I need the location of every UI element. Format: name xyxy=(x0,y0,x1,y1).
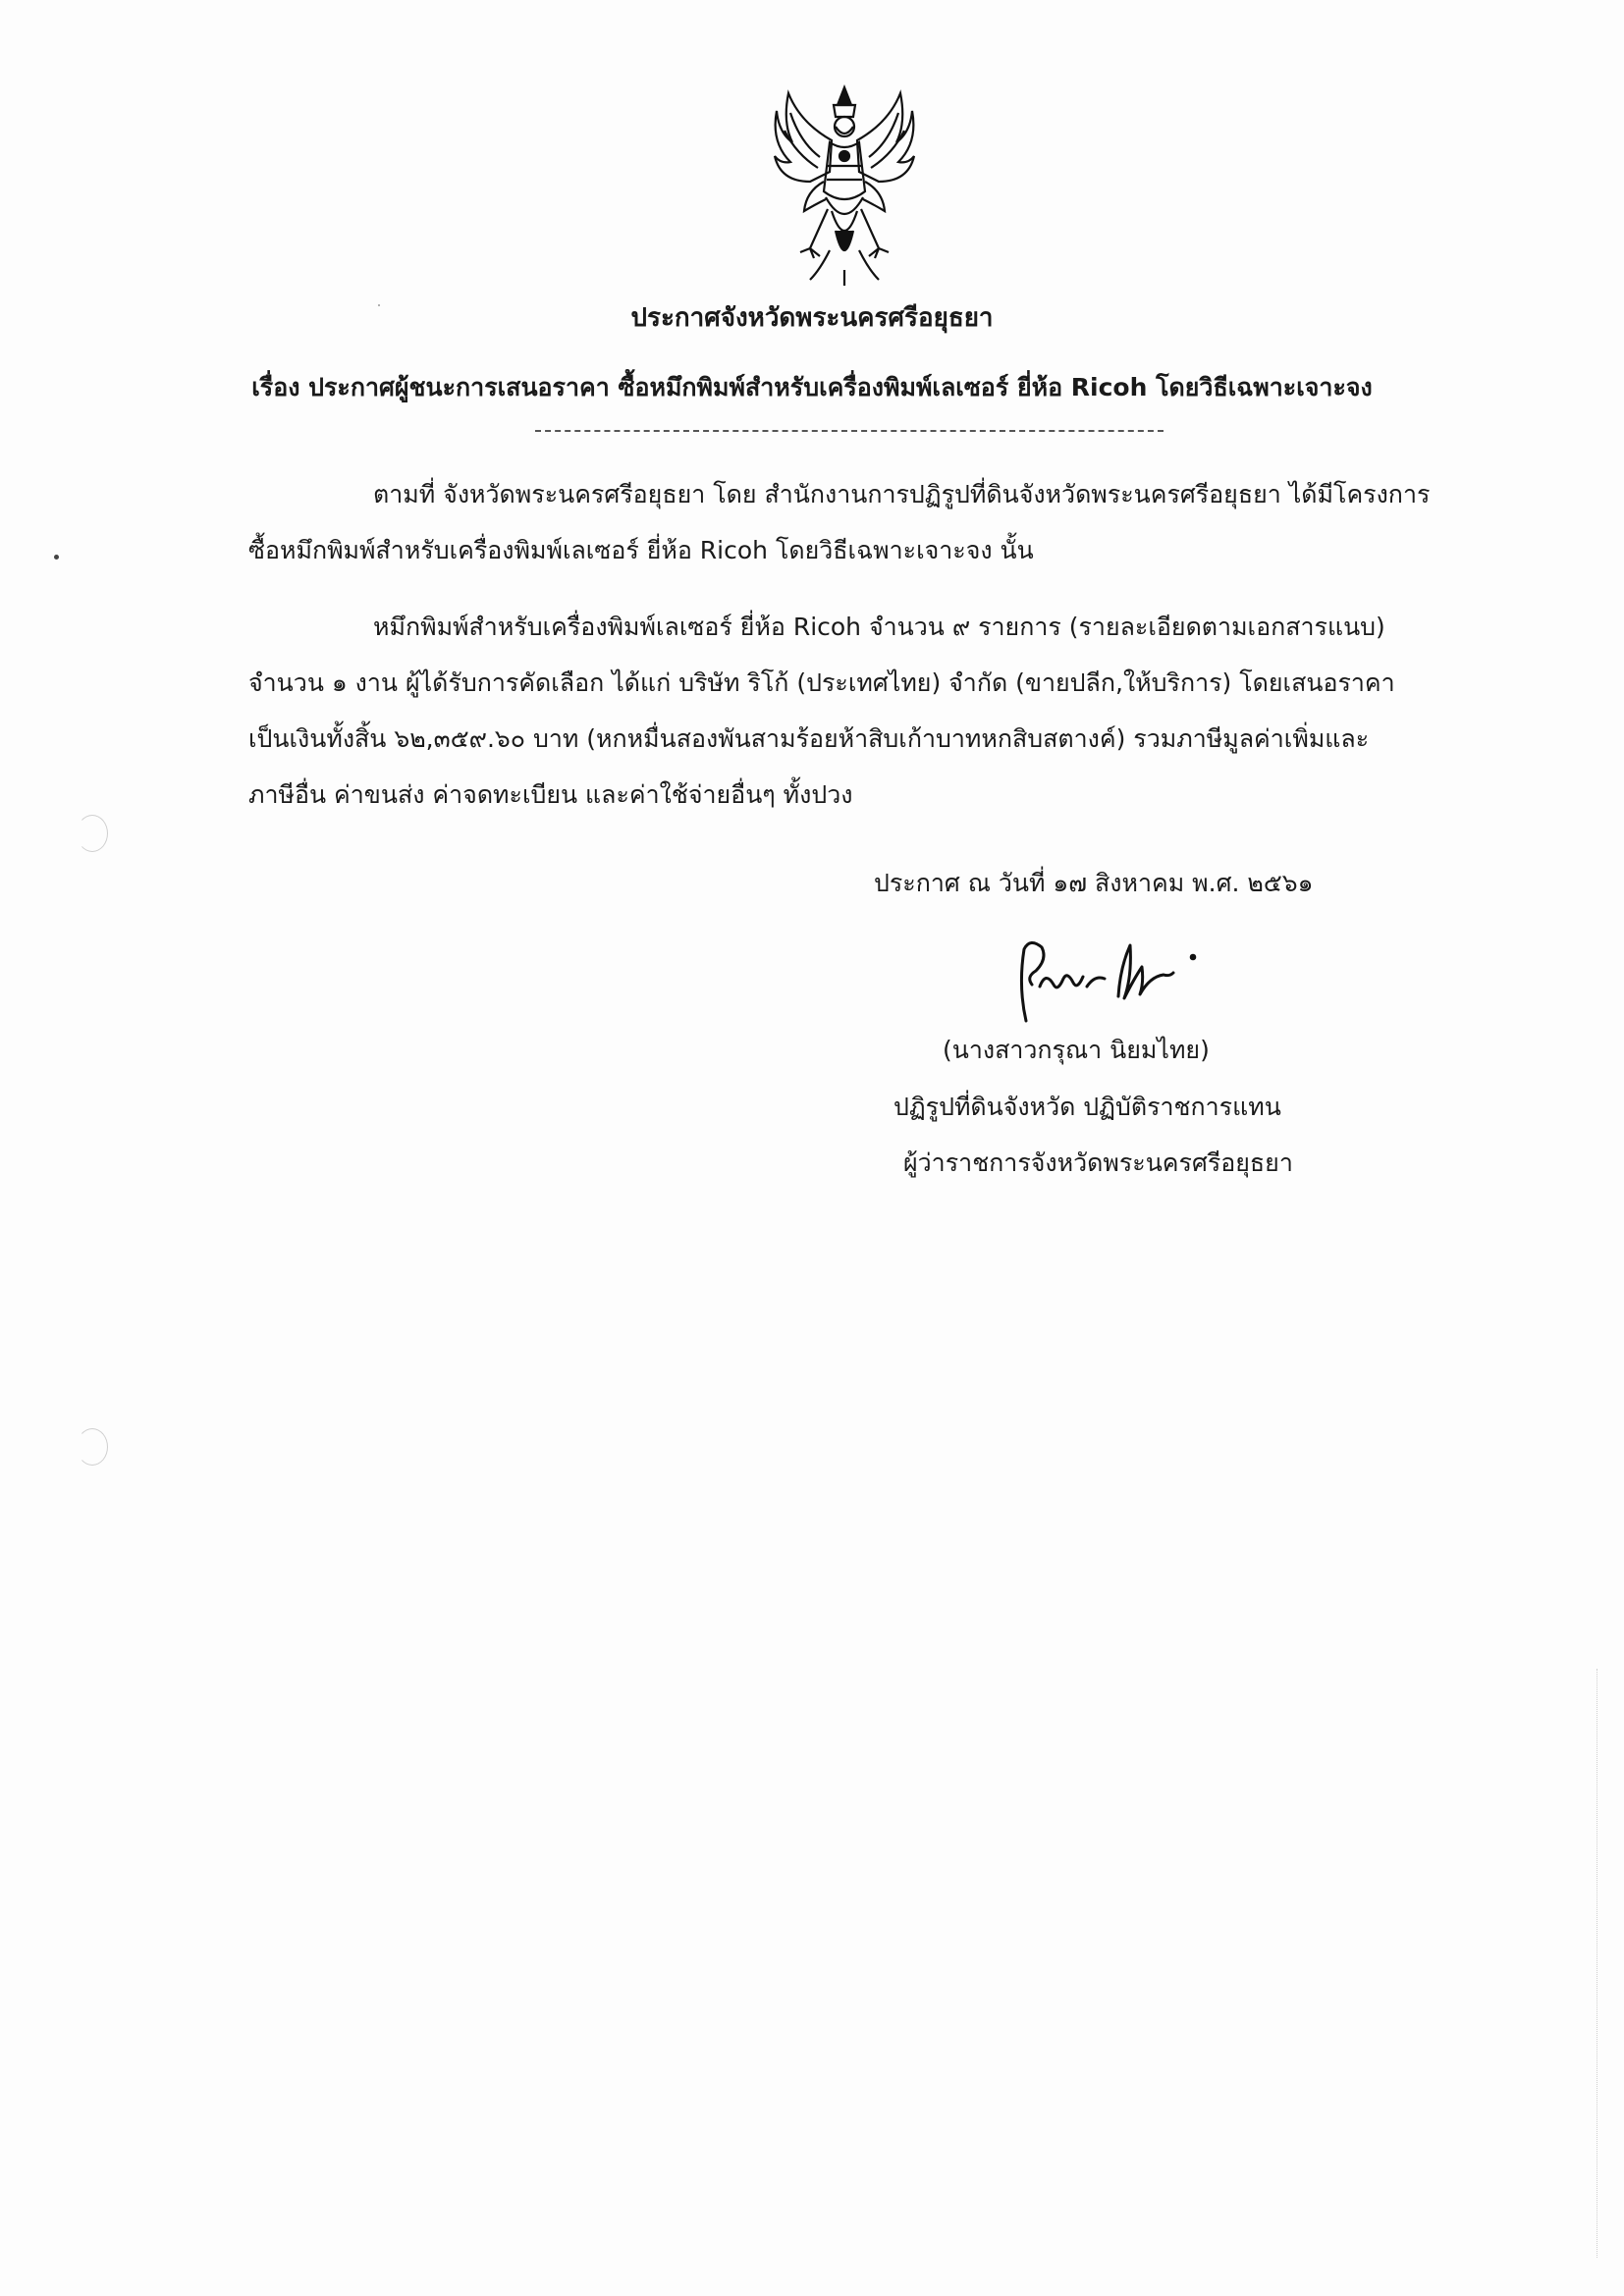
handwritten-signature xyxy=(997,928,1222,1026)
paragraph-2-line-4: ภาษีอื่น ค่าขนส่ง ค่าจดทะเบียน และค่าใช้จ่ายอื่นๆ ทั้งปวง xyxy=(248,780,853,809)
announcement-date: ประกาศ ณ วันที่ ๑๗ สิงหาคม พ.ศ. ๒๕๖๑ xyxy=(874,869,1314,897)
paragraph-2-line-2: จำนวน ๑ งาน ผู้ได้รับการคัดเลือก ได้แก่ บริษัท ริโก้ (ประเทศไทย) จำกัด (ขายปลีก,ให้บริการ) โดยเสนอราคา xyxy=(248,668,1395,697)
paragraph-2-line-1: หมึกพิมพ์สำหรับเครื่องพิมพ์เลเซอร์ ยี่ห้อ Ricoh จำนวน ๙ รายการ (รายละเอียดตามเอกสารแนบ) xyxy=(373,613,1385,641)
signatory-position-line-1: ปฏิรูปที่ดินจังหวัด ปฏิบัติราชการแทน xyxy=(893,1093,1281,1121)
paragraph-2-line-3: เป็นเงินทั้งสิ้น ๖๒,๓๕๙.๖๐ บาท (หกหมื่นสองพันสามร้อยห้าสิบเก้าบาทหกสิบสตางค์) รวมภาษีมูลค่าเพิ่มและ xyxy=(248,724,1370,753)
divider-line xyxy=(535,430,1164,432)
punch-hole-mark xyxy=(77,815,108,852)
signatory-name: (นางสาวกรุณา นิยมไทย) xyxy=(943,1036,1210,1064)
punch-hole-mark xyxy=(77,1428,108,1466)
document-title: ประกาศจังหวัดพระนครศรีอยุธยา xyxy=(630,303,994,333)
paragraph-1-line-2: ซื้อหมึกพิมพ์สำหรับเครื่องพิมพ์เลเซอร์ ยี่ห้อ Ricoh โดยวิธีเฉพาะเจาะจง นั้น xyxy=(248,536,1034,564)
garuda-emblem xyxy=(771,83,918,290)
scan-speck xyxy=(54,555,59,560)
signatory-position-line-2: ผู้ว่าราชการจังหวัดพระนครศรีอยุธยา xyxy=(903,1148,1293,1177)
document-subject: เรื่อง ประกาศผู้ชนะการเสนอราคา ซื้อหมึกพิมพ์สำหรับเครื่องพิมพ์เลเซอร์ ยี่ห้อ Ricoh โดยวิธีเฉพาะเจาะจง xyxy=(251,373,1373,401)
scan-speck xyxy=(378,304,380,306)
paragraph-1-line-1: ตามที่ จังหวัดพระนครศรีอยุธยา โดย สำนักงานการปฏิรูปที่ดินจังหวัดพระนครศรีอยุธยา ได้มีโครงการ xyxy=(373,480,1431,508)
